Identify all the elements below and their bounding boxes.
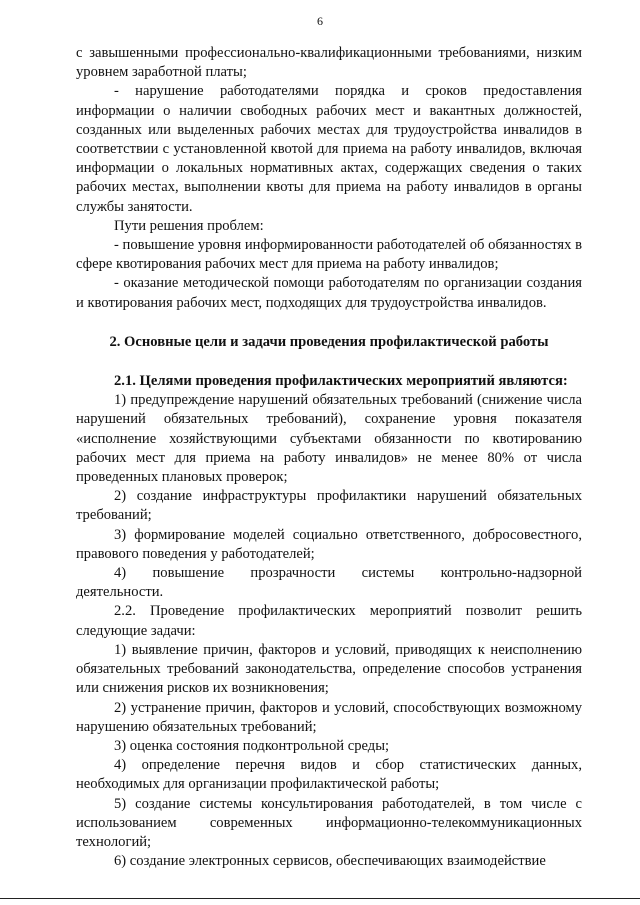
list-item: 2) создание инфраструктуры профилактики нарушений обязательных требований; — [76, 488, 582, 524]
list-item: 1) выявление причин, факторов и условий, приводящих к неисполнению обязательных требований законодательства, определение способов устранения или снижения рисков их возникновения; — [76, 641, 582, 697]
paragraph: - повышение уровня информированности работодателей об обязанностях в сфере квотирования рабочих мест для приема на работу инвалидов; — [76, 237, 582, 273]
list-item: 6) создание электронных сервисов, обеспечивающих взаимодействие — [114, 853, 546, 870]
document-body — [76, 44, 582, 871]
subsection-intro: 2.2. Проведение профилактических мероприятий позволит решить следующие задачи: — [76, 603, 582, 639]
paragraph: - нарушение работодателями порядка и сроков предоставления информации о наличии свободных рабочих мест и вакантных должностей, созданных или выделенных рабочих местах для трудоустройства инвалидов в соответствии с установленной квотой для приема на работу инвалидов, включая информации о локальных нормативных актах, содержащих сведения о таких рабочих местах, выполнении квоты для приема на работу инвалидов в органы службы занятости. — [76, 83, 582, 215]
spacer — [76, 313, 582, 333]
paragraph: с завышенными профессионально-квалификационными требованиями, низким уровнем заработной платы; — [76, 45, 582, 81]
list-item: 5) создание системы консультирования работодателей, в том числе с использованием современных информационно-телекоммуникационных технологий; — [76, 795, 582, 850]
paragraph: - оказание методической помощи работодателям по организации создания и квотирования рабочих мест, подходящих для трудоустройства инвалидов. — [76, 275, 582, 311]
list-item: 3) оценка состояния подконтрольной среды; — [114, 737, 390, 754]
page-bottom-edge — [0, 898, 640, 899]
list-item: 4) определение перечня видов и сбор статистических данных, необходимых для организации профилактической работы; — [76, 757, 582, 793]
list-item: 1) предупреждение нарушений обязательных требований (снижение числа нарушений обязательных требований), сохранение уровня показателя «исполнение хозяйствующими субъектами обязанности по квотированию рабочих мест для приема на работу инвалидов» не менее 80% от числа проведенных плановых проверок; — [76, 392, 582, 486]
list-item: 2) устранение причин, факторов и условий, способствующих возможному нарушению обязательных требований; — [76, 699, 582, 735]
list-item: 3) формирование моделей социально ответственного, добросовестного, правового поведения у работодателей; — [76, 526, 582, 562]
spacer — [76, 352, 582, 372]
paragraph: Пути решения проблем: — [114, 217, 264, 234]
section-heading: 2. Основные цели и задачи проведения профилактической работы — [109, 333, 549, 350]
subsection-heading: 2.1. Целями проведения профилактических мероприятий являются: — [114, 373, 568, 390]
list-item: 4) повышение прозрачности системы контрольно-надзорной деятельности. — [76, 565, 582, 601]
page-number: 6 — [317, 14, 323, 28]
